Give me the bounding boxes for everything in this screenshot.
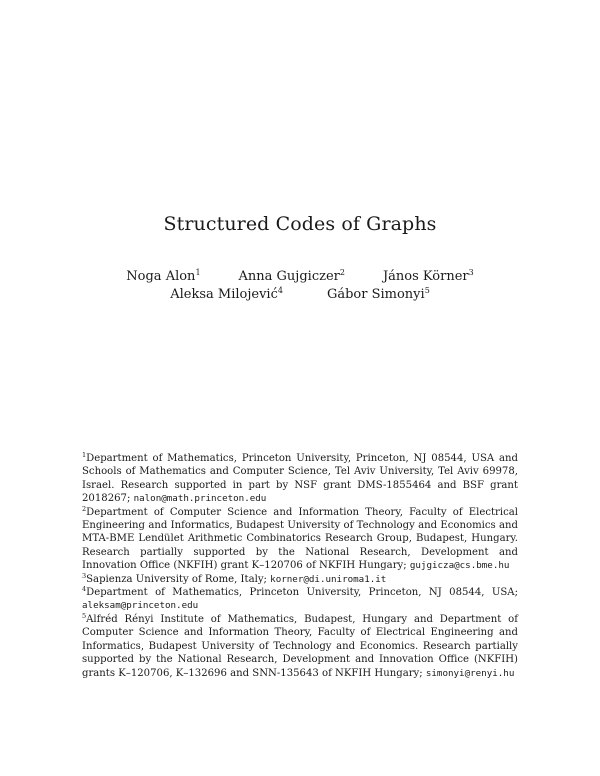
- author-name: Aleksa Milojević: [170, 287, 278, 302]
- footnote-1: [82, 452, 518, 506]
- footnote-3: [82, 573, 518, 586]
- author-2: [239, 269, 345, 284]
- footnote-mark: 1: [82, 451, 87, 459]
- footnote-mark: 2: [82, 504, 87, 513]
- footnote-email: korner@di.uniroma1.it: [270, 573, 387, 585]
- footnote-text: Department of Mathematics, Princeton University, Princeton, NJ 08544, USA and Schools of Mathematics and Computer Science, Tel Aviv University, Tel Aviv 69978, Israel. Research supported in part by NSF grant DMS-1855464 and BSF grant 2018267;: [82, 453, 518, 505]
- footnote-text: Sapienza University of Rome, Italy;: [86, 573, 271, 585]
- footnote-5: [82, 613, 518, 680]
- footnote-email: aleksam@princeton.edu: [82, 600, 199, 612]
- author-footnote-mark: 3: [468, 268, 474, 277]
- footnote-email: simonyi@renyi.hu: [425, 667, 515, 679]
- footnote-email: nalon@math.princeton.edu: [133, 493, 267, 505]
- footnote-4: [82, 586, 518, 613]
- paper-title: Structured Codes of Graphs: [163, 213, 437, 235]
- author-1: [126, 269, 200, 284]
- author-footnote-mark: 5: [424, 286, 430, 295]
- author-footnote-mark: 1: [195, 268, 201, 277]
- footnote-text: Department of Mathematics, Princeton University, Princeton, NJ 08544, USA;: [86, 587, 518, 599]
- author-footnote-mark: 4: [277, 286, 283, 295]
- footnote-mark: 4: [82, 585, 87, 594]
- footnote-email: gujgicza@cs.bme.hu: [409, 560, 510, 572]
- footnotes: [82, 452, 518, 680]
- author-name: Noga Alon: [126, 269, 196, 284]
- author-name: Gábor Simonyi: [326, 287, 425, 302]
- footnote-mark: 5: [82, 611, 87, 620]
- author-name: János Körner: [382, 269, 469, 284]
- footnote-2: [82, 506, 518, 573]
- author-line-1: [0, 269, 600, 284]
- author-line-2: [0, 287, 600, 302]
- author-3: [383, 269, 474, 284]
- footnote-text: Alfréd Rényi Institute of Mathematics, Budapest, Hungary and Department of Computer Science and Information Theory, Faculty of Electrical Engineering and Informatics, Budapest University of Technology and Economics. Research partially supported by the National Research, Development and Innovation Office (NKFIH) grants K–120706, K–132696 and SNN-135643 of NKFIH Hungary;: [82, 613, 518, 679]
- author-name: Anna Gujgiczer: [238, 269, 340, 284]
- author-5: [327, 287, 430, 302]
- author-4: [170, 287, 283, 302]
- footnote-text: Department of Computer Science and Information Theory, Faculty of Electrical Engineering and Informatics, Budapest University of Technology and Economics and MTA-BME Lendület Arithmetic Combinatorics Research Group, Budapest, Hungary. Research partially supported by the National Research, Development and Innovation Office (NKFIH) grant K–120706 of NKFIH Hungary;: [82, 506, 518, 572]
- author-footnote-mark: 2: [339, 268, 345, 277]
- footnote-mark: 3: [82, 571, 87, 580]
